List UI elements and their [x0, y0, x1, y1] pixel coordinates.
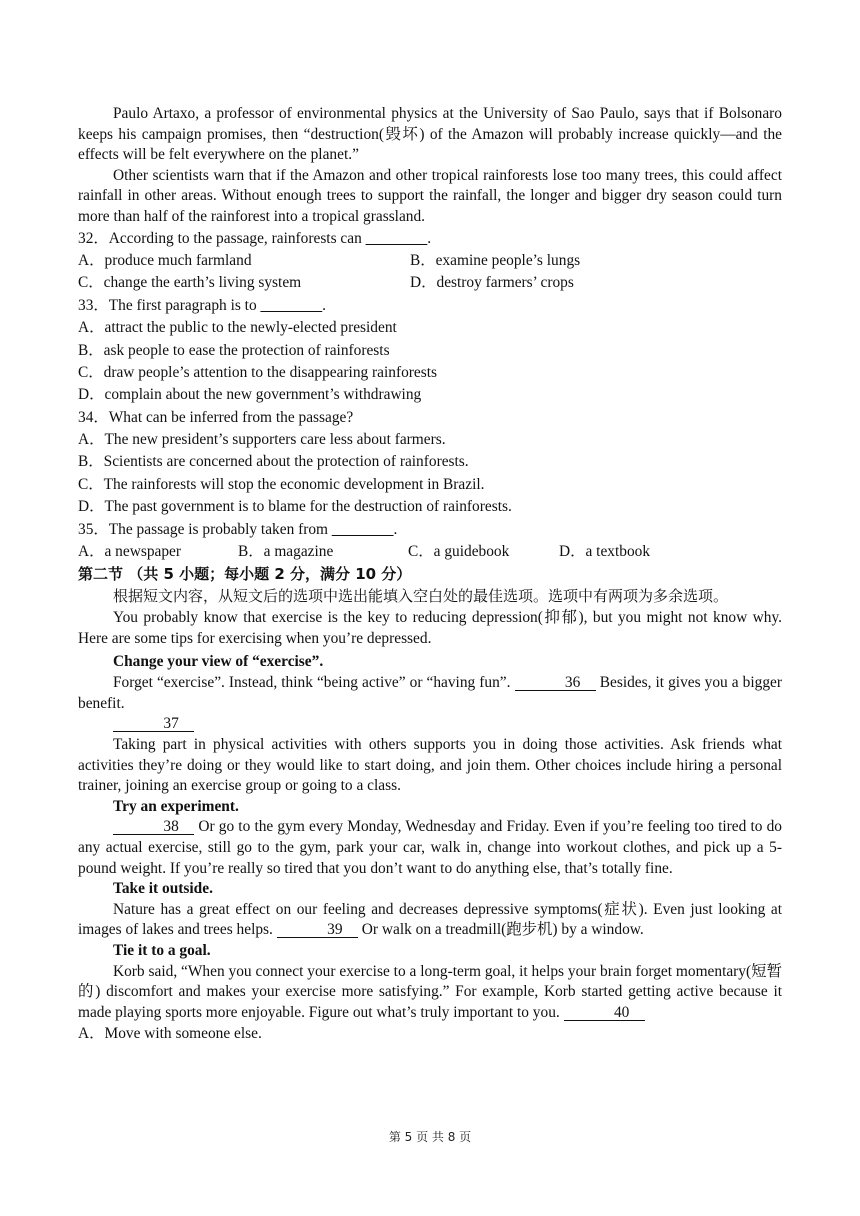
blank-number: 40	[613, 1003, 630, 1021]
option-b[interactable]: B．Scientists are concerned about the protection of rainforests.	[78, 453, 469, 471]
text: Or go to the gym every Monday, Wednesday and Friday. Even if you’re feeling too tired to do any actual exercise, still go to the gym, park your car, walk in, change into workout clothes, and pick up a 5-pound weight. If you’re really so tired that you don’t want to do anything else, that’s totally fine.	[78, 818, 782, 877]
section-heading: 第二节 （共 5 小题；每小题 2 分，满分 10 分）	[78, 565, 412, 584]
answer-blank: ________	[260, 296, 323, 314]
tip-paragraph-2: Taking part in physical activities with others supports you in doing those activities. Ask friends what activities they’re doing or they would like to start doing, and join them. Other choices include hiring a personal trainer, joining an exercise group or going to a class.	[78, 735, 782, 795]
blank-36[interactable]	[515, 675, 596, 691]
question-stem: 35．The passage is probably taken from	[78, 520, 329, 538]
tip-heading-2: Try an experiment.	[113, 797, 239, 815]
question-34: 34．What can be inferred from the passage?	[78, 408, 354, 426]
blank-number: 38	[163, 818, 179, 836]
option-d[interactable]: D．a textbook	[559, 543, 651, 561]
options-row	[78, 250, 782, 272]
punct: .	[322, 296, 326, 314]
tip-paragraph-4	[78, 900, 782, 941]
option-d[interactable]: D．destroy farmers’ crops	[410, 274, 574, 292]
punct: .	[393, 520, 398, 538]
option-a[interactable]: A．attract the public to the newly-elected president	[78, 319, 397, 337]
question-stem: 32．According to the passage, rainforests can	[78, 229, 362, 247]
tip-paragraph-1	[78, 673, 782, 714]
blank-40[interactable]	[564, 1005, 645, 1021]
answer-blank: ________	[365, 229, 428, 247]
options-row	[78, 272, 782, 294]
option-b[interactable]: B．ask people to ease the protection of rainforests	[78, 341, 390, 359]
blank-37[interactable]	[113, 716, 194, 732]
question-35	[78, 519, 782, 541]
question-33	[78, 295, 782, 317]
blank-number: 37	[163, 715, 179, 733]
passage-paragraph: Paulo Artaxo, a professor of environmental physics at the University of Sao Paulo, says that if Bolsonaro keeps his campaign promises, then “destruction(毁坏) of the Amazon will probably increase quickly—and the effects will be felt everywhere on the planet.”	[78, 105, 782, 164]
option-d[interactable]: D．complain about the new government’s withdrawing	[78, 386, 422, 404]
page-content	[78, 104, 782, 1046]
tip-paragraph-5	[78, 962, 782, 1024]
passage-paragraph: Other scientists warn that if the Amazon and other tropical rainforests lose too many trees, this could affect rainfall in other areas. Without enough trees to support the rainfall, the longer and bigger dry season could turn more than half of the rainforest into a tropical grassland.	[78, 166, 782, 225]
option-d[interactable]: D．The past government is to blame for the destruction of rainforests.	[78, 498, 512, 516]
question-32	[78, 228, 782, 250]
text: Or walk on a treadmill(跑步机) by a window.	[361, 921, 644, 939]
blank-37-line	[78, 714, 782, 735]
text: Korb said, “When you connect your exercise to a long-term goal, it helps your brain forget momentary(短暂的) discomfort and makes your exercise more satisfying.” For example, Korb started getting active because it made playing sports more enjoyable. Figure out what’s truly important to you.	[78, 962, 782, 1021]
section-instruction: 根据短文内容，从短文后的选项中选出能填入空白处的最佳选项。选项中有两项为多余选项。	[113, 586, 729, 605]
option-c[interactable]: C．draw people’s attention to the disappearing rainforests	[78, 363, 438, 381]
answer-blank: ________	[331, 520, 394, 538]
option-a[interactable]: A．The new president’s supporters care less about farmers.	[78, 431, 446, 449]
text: Besides, it gives you a bigger benefit.	[78, 674, 782, 712]
tip-heading-1: Change your view of “exercise”.	[113, 652, 324, 670]
page-footer: 第 5 页 共 8 页	[388, 1130, 472, 1144]
option-c[interactable]: C．change the earth’s living system	[78, 274, 302, 292]
blank-number: 39	[327, 921, 343, 939]
text: Forget “exercise”. Instead, think “being active” or “having fun”.	[113, 674, 511, 692]
tip-paragraph-3	[78, 817, 782, 879]
blank-38[interactable]	[113, 819, 194, 835]
option-b[interactable]: B．examine people’s lungs	[410, 251, 581, 269]
option-c[interactable]: C．The rainforests will stop the economic development in Brazil.	[78, 475, 485, 493]
intro-paragraph: You probably know that exercise is the key to reducing depression(抑郁), but you might not know why. Here are some tips for exercising when you’re depressed.	[78, 609, 782, 647]
option-a[interactable]: A．a newspaper	[78, 543, 181, 561]
tip-heading-3: Take it outside.	[113, 880, 213, 898]
option-a[interactable]: A．produce much farmland	[78, 251, 252, 269]
option-a[interactable]: A．Move with someone else.	[78, 1025, 262, 1043]
text: Nature has a great effect on our feeling and decreases depressive symptoms(症状). Even just looking at images of lakes and trees helps.	[78, 900, 782, 939]
punct: .	[427, 229, 432, 247]
tip-heading-4: Tie it to a goal.	[113, 941, 211, 959]
option-c[interactable]: C．a guidebook	[408, 543, 510, 561]
blank-number: 36	[564, 674, 581, 692]
option-b[interactable]: B．a magazine	[238, 543, 334, 561]
question-stem: 33．The first paragraph is to	[78, 296, 257, 314]
blank-39[interactable]	[277, 922, 358, 938]
options-row	[78, 541, 782, 563]
